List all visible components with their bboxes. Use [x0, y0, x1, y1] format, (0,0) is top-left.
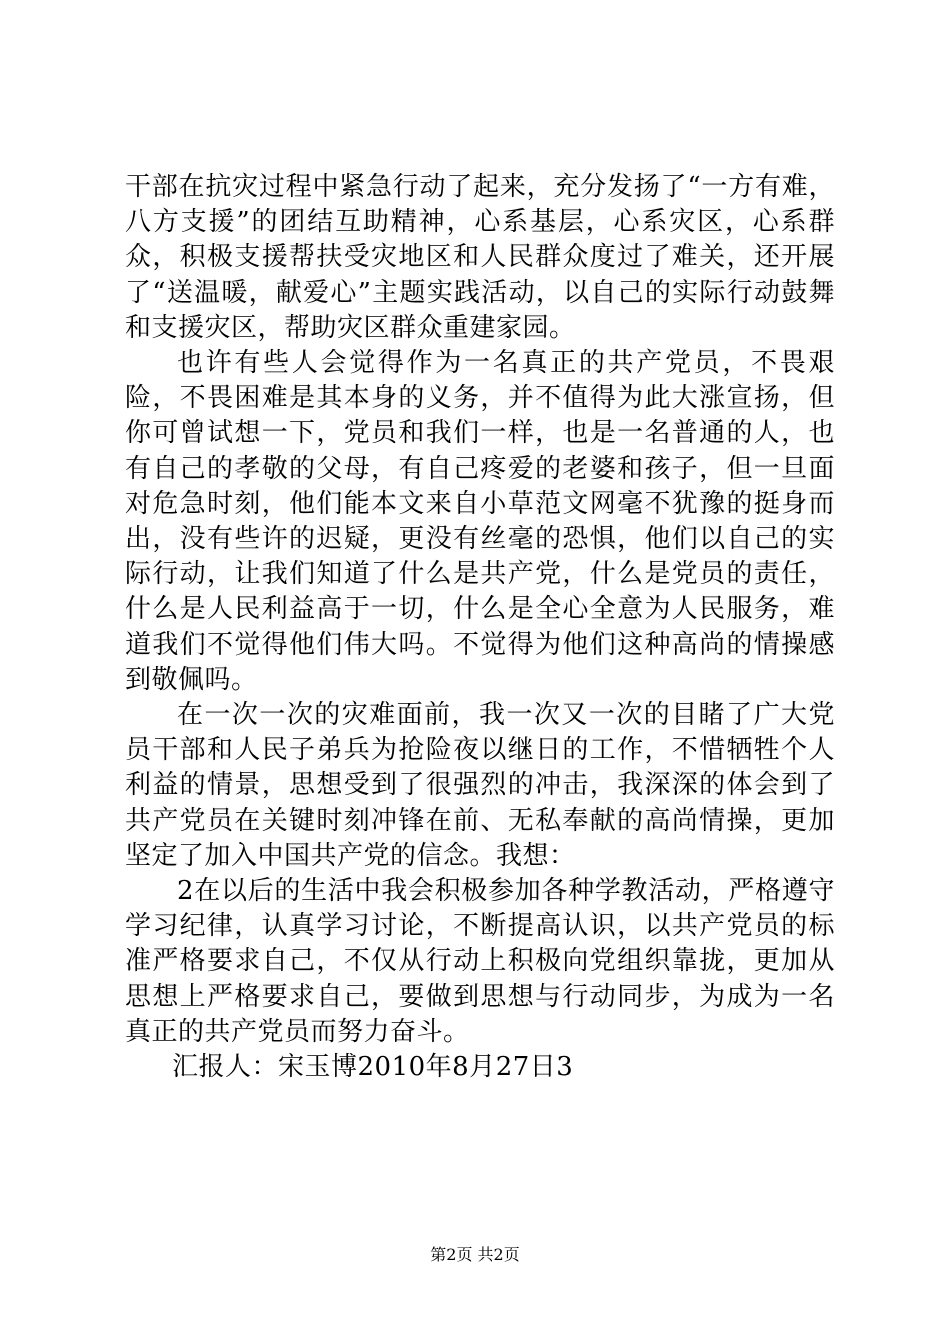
page-footer [0, 1245, 950, 1265]
signature-line: 汇报人：宋玉博2010年8月27日3 [172, 1052, 574, 1083]
paragraph-2: 也许有些人会觉得作为一名真正的共产党员，不畏艰险，不畏困难是其本身的义务，并不值得为此大涨宣扬，但你可曾试想一下，党员和我们一样，也是一名普通的人，也有自己的孝敬的父母，有自己疼爱的老婆和孩子，但一旦面对危急时刻，他们能本文来自小草范文网毫不犹豫的挺身而出，没有些许的迟疑，更没有丝毫的恐惧，他们以自己的实际行动，让我们知道了什么是共产党，什么是党员的责任，什么是人民利益高于一切，什么是全心全意为人民服务，难道我们不觉得他们伟大吗。不觉得为他们这种高尚的情操感到敬佩吗。 [125, 348, 835, 695]
document-body [125, 170, 835, 1085]
page-number: 第2页 共2页 [430, 1245, 520, 1264]
paragraph-4: 2在以后的生活中我会积极参加各种学教活动，严格遵守学习纪律，认真学习讨论，不断提高认识，以共产党员的标准严格要求自己，不仅从行动上积极向党组织靠拢，更加从思想上严格要求自己，要做到思想与行动同步，为成为一名真正的共产党员而努力奋斗。 [125, 876, 835, 1047]
paragraph-3: 在一次一次的灾难面前，我一次又一次的目睹了广大党员干部和人民子弟兵为抢险夜以继日的工作，不惜牺牲个人利益的情景，思想受到了很强烈的冲击，我深深的体会到了共产党员在关键时刻冲锋在前、无私奉献的高尚情操，更加坚定了加入中国共产党的信念。我想： [125, 700, 835, 871]
paragraph-1: 干部在抗灾过程中紧急行动了起来，充分发扬了“一方有难，八方支援”的团结互助精神，心系基层，心系灾区，心系群众，积极支援帮扶受灾地区和人民群众度过了难关，还开展了“送温暖，献爱心”主题实践活动，以自己的实际行动鼓舞和支援灾区，帮助灾区群众重建家园。 [125, 172, 835, 343]
